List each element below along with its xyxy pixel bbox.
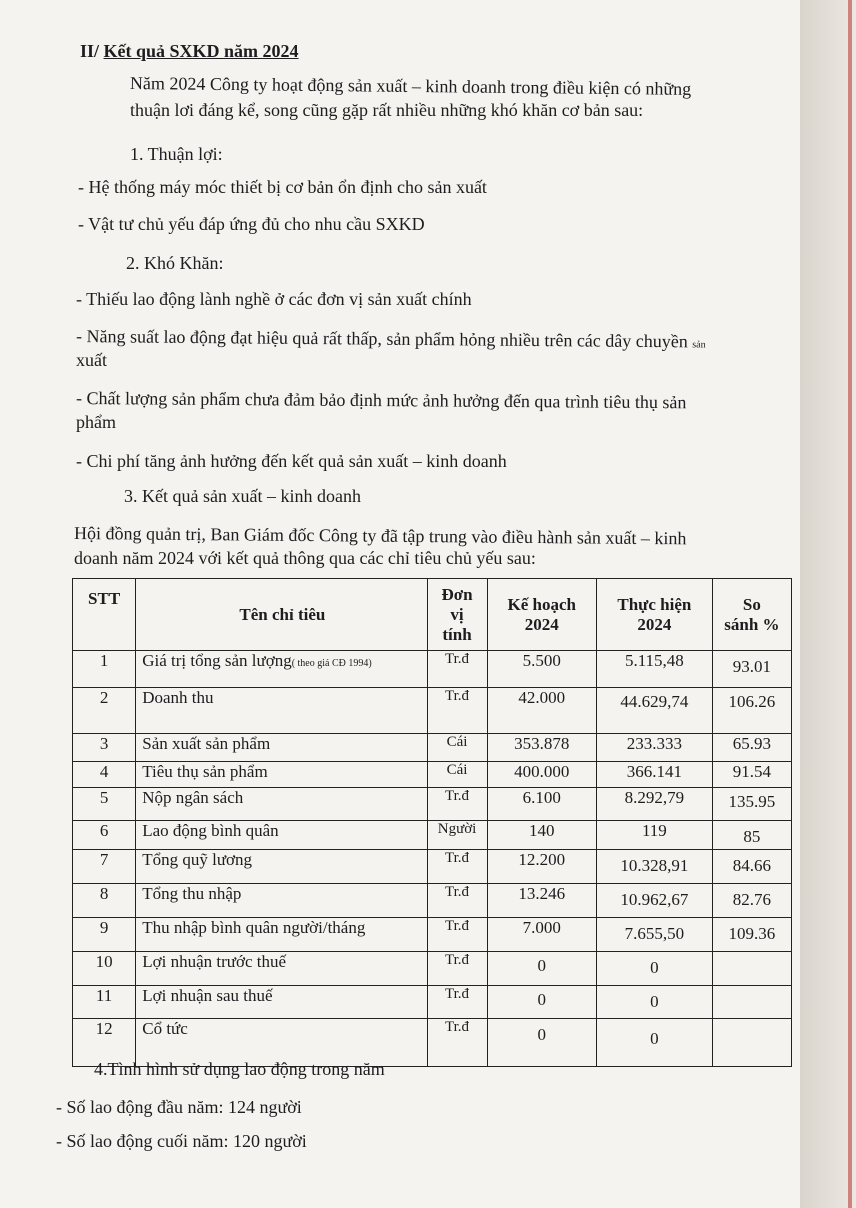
cell-stt: 9 [73, 918, 136, 952]
cell-unit: Tr.đ [427, 688, 487, 734]
cell-stt: 7 [73, 850, 136, 884]
cell-name-text: Giá trị tổng sản lượng [142, 651, 292, 670]
cell-plan: 6.100 [487, 788, 596, 821]
cell-unit: Cái [427, 762, 487, 788]
table-row [73, 688, 792, 734]
cell-name: Thu nhập bình quân người/tháng [136, 918, 427, 952]
cell-unit: Tr.đ [427, 850, 487, 884]
cell-compare: 65.93 [712, 734, 791, 762]
binding-margin-line [848, 0, 852, 1208]
results-heading: 3. Kết quả sản xuất – kinh doanh [124, 486, 361, 506]
labor-start-of-year: - Số lao động đầu năm: 124 người [56, 1097, 302, 1117]
table-row [73, 651, 792, 688]
difficulty-item-3-continued: phẩm [76, 412, 116, 432]
difficulty-item-2-continued: xuất [76, 350, 107, 370]
section-heading [80, 40, 299, 62]
table-row [73, 734, 792, 762]
cell-plan: 0 [487, 1019, 596, 1067]
table-row [73, 788, 792, 821]
cell-compare: 85 [712, 821, 791, 850]
header-unit-line-1: Đơn [441, 584, 473, 604]
header-compare [712, 579, 791, 651]
cell-actual: 0 [596, 1019, 712, 1067]
cell-plan: 140 [487, 821, 596, 850]
header-actual-line-1: Thực hiện [617, 594, 692, 614]
cell-compare: 93.01 [712, 651, 791, 688]
intro-line-1: Năm 2024 Công ty hoạt động sản xuất – kinh doanh trong điều kiện có những [129, 73, 692, 99]
cell-plan: 13.246 [487, 884, 596, 918]
header-actual-line-2: 2024 [637, 614, 672, 634]
header-unit [427, 579, 487, 651]
header-compare-line-2: sánh % [724, 614, 780, 634]
labor-end-of-year: - Số lao động cuối năm: 120 người [56, 1131, 307, 1151]
cell-actual: 366.141 [596, 762, 712, 788]
intro-line-2: thuận lơi đáng kể, song cũng gặp rất nhiều những khó khăn cơ bản sau: [130, 100, 644, 120]
cell-unit: Tr.đ [427, 918, 487, 952]
cell-name: Sản xuất sản phẩm [136, 734, 427, 762]
cell-compare: 135.95 [712, 788, 791, 821]
header-plan-line-1: Kế hoạch [507, 594, 576, 614]
cell-stt: 3 [73, 734, 136, 762]
cell-name: Cổ tức [136, 1019, 427, 1067]
cell-unit: Tr.đ [427, 952, 487, 986]
difficulty-item-3: - Chất lượng sản phẩm chưa đảm bảo định mức ảnh hưởng đến qua trình tiêu thụ sản [75, 388, 687, 413]
cell-actual: 44.629,74 [596, 688, 712, 734]
cell-compare: 82.76 [712, 884, 791, 918]
cell-actual: 5.115,48 [596, 651, 712, 688]
cell-unit: Tr.đ [427, 1019, 487, 1067]
cell-actual: 0 [596, 986, 712, 1019]
difficulty-item-2 [76, 325, 706, 356]
cell-name: Tổng thu nhập [136, 884, 427, 918]
header-actual [596, 579, 712, 651]
difficulty-item-2-tail: sản [692, 339, 706, 351]
cell-plan: 5.500 [487, 651, 596, 688]
cell-actual: 10.328,91 [596, 850, 712, 884]
header-name: Tên chỉ tiêu [136, 579, 427, 651]
advantages-heading: 1. Thuận lợi: [130, 144, 223, 164]
results-intro-line-1: Hội đồng quản trị, Ban Giám đốc Công ty đã tập trung vào điều hành sản xuất – kinh [73, 523, 687, 549]
cell-stt: 6 [73, 821, 136, 850]
cell-plan: 0 [487, 986, 596, 1019]
difficulties-heading: 2. Khó Khăn: [126, 253, 224, 273]
cell-compare: 109.36 [712, 918, 791, 952]
cell-unit: Tr.đ [427, 986, 487, 1019]
header-plan [487, 579, 596, 651]
header-compare-line-1: So [742, 594, 761, 614]
cell-compare [712, 952, 791, 986]
cell-name: Doanh thu [136, 688, 427, 734]
cell-unit: Tr.đ [427, 884, 487, 918]
cell-actual: 7.655,50 [596, 918, 712, 952]
table-row [73, 884, 792, 918]
difficulty-item-4: - Chi phí tăng ảnh hưởng đến kết quả sản xuất – kinh doanh [76, 451, 507, 471]
header-unit-line-3: tính [442, 624, 472, 644]
advantage-item-1: - Hệ thống máy móc thiết bị cơ bản ổn định cho sản xuất [78, 177, 487, 197]
table-row [73, 952, 792, 986]
cell-actual: 119 [596, 821, 712, 850]
results-table [72, 578, 792, 1067]
advantage-item-2: - Vật tư chủ yếu đáp ứng đủ cho nhu cầu SXKD [78, 214, 425, 234]
cell-stt: 12 [73, 1019, 136, 1067]
cell-unit: Tr.đ [427, 788, 487, 821]
cell-compare: 84.66 [712, 850, 791, 884]
cell-unit: Cái [427, 734, 487, 762]
cell-plan: 353.878 [487, 734, 596, 762]
cell-stt: 1 [73, 651, 136, 688]
cell-actual: 10.962,67 [596, 884, 712, 918]
cell-compare [712, 986, 791, 1019]
cell-stt: 5 [73, 788, 136, 821]
cell-name: Lợi nhuận trước thuế [136, 952, 427, 986]
difficulty-item-2-text: - Năng suất lao động đạt hiệu quả rất thấp, sản phẩm hỏng nhiều trên các dây chuyền [75, 326, 688, 352]
cell-actual: 8.292,79 [596, 788, 712, 821]
cell-plan: 400.000 [487, 762, 596, 788]
table-header-row [73, 579, 792, 651]
cell-compare [712, 1019, 791, 1067]
header-stt: STT [73, 579, 136, 651]
table-row [73, 762, 792, 788]
cell-name [136, 651, 427, 688]
table-row [73, 850, 792, 884]
cell-stt: 11 [73, 986, 136, 1019]
cell-actual: 0 [596, 952, 712, 986]
cell-stt: 2 [73, 688, 136, 734]
cell-actual: 233.333 [596, 734, 712, 762]
results-intro-line-2: doanh năm 2024 với kết quả thông qua các chỉ tiêu chủ yếu sau: [74, 548, 536, 568]
section-heading-title: Kết quả SXKD năm 2024 [103, 41, 299, 61]
cell-plan: 0 [487, 952, 596, 986]
table-row [73, 918, 792, 952]
cell-stt: 4 [73, 762, 136, 788]
cell-plan: 42.000 [487, 688, 596, 734]
labor-heading: 4.Tình hình sử dụng lao động trong năm [94, 1059, 385, 1079]
cell-compare: 91.54 [712, 762, 791, 788]
cell-unit: Người [427, 821, 487, 850]
difficulty-item-1: - Thiếu lao động lành nghề ở các đơn vị sản xuất chính [76, 289, 472, 309]
cell-name: Lợi nhuận sau thuế [136, 986, 427, 1019]
table-row [73, 986, 792, 1019]
cell-name: Tổng quỹ lương [136, 850, 427, 884]
cell-plan: 12.200 [487, 850, 596, 884]
cell-name: Nộp ngân sách [136, 788, 427, 821]
section-heading-prefix: II/ [80, 41, 104, 61]
cell-name-note: ( theo giá CĐ 1994) [291, 658, 372, 669]
cell-name: Lao động bình quân [136, 821, 427, 850]
header-unit-line-2: vị [450, 604, 464, 624]
cell-name: Tiêu thụ sản phẩm [136, 762, 427, 788]
cell-compare: 106.26 [712, 688, 791, 734]
table-row [73, 821, 792, 850]
header-plan-line-2: 2024 [524, 614, 559, 634]
cell-plan: 7.000 [487, 918, 596, 952]
cell-stt: 8 [73, 884, 136, 918]
cell-unit: Tr.đ [427, 651, 487, 688]
cell-stt: 10 [73, 952, 136, 986]
